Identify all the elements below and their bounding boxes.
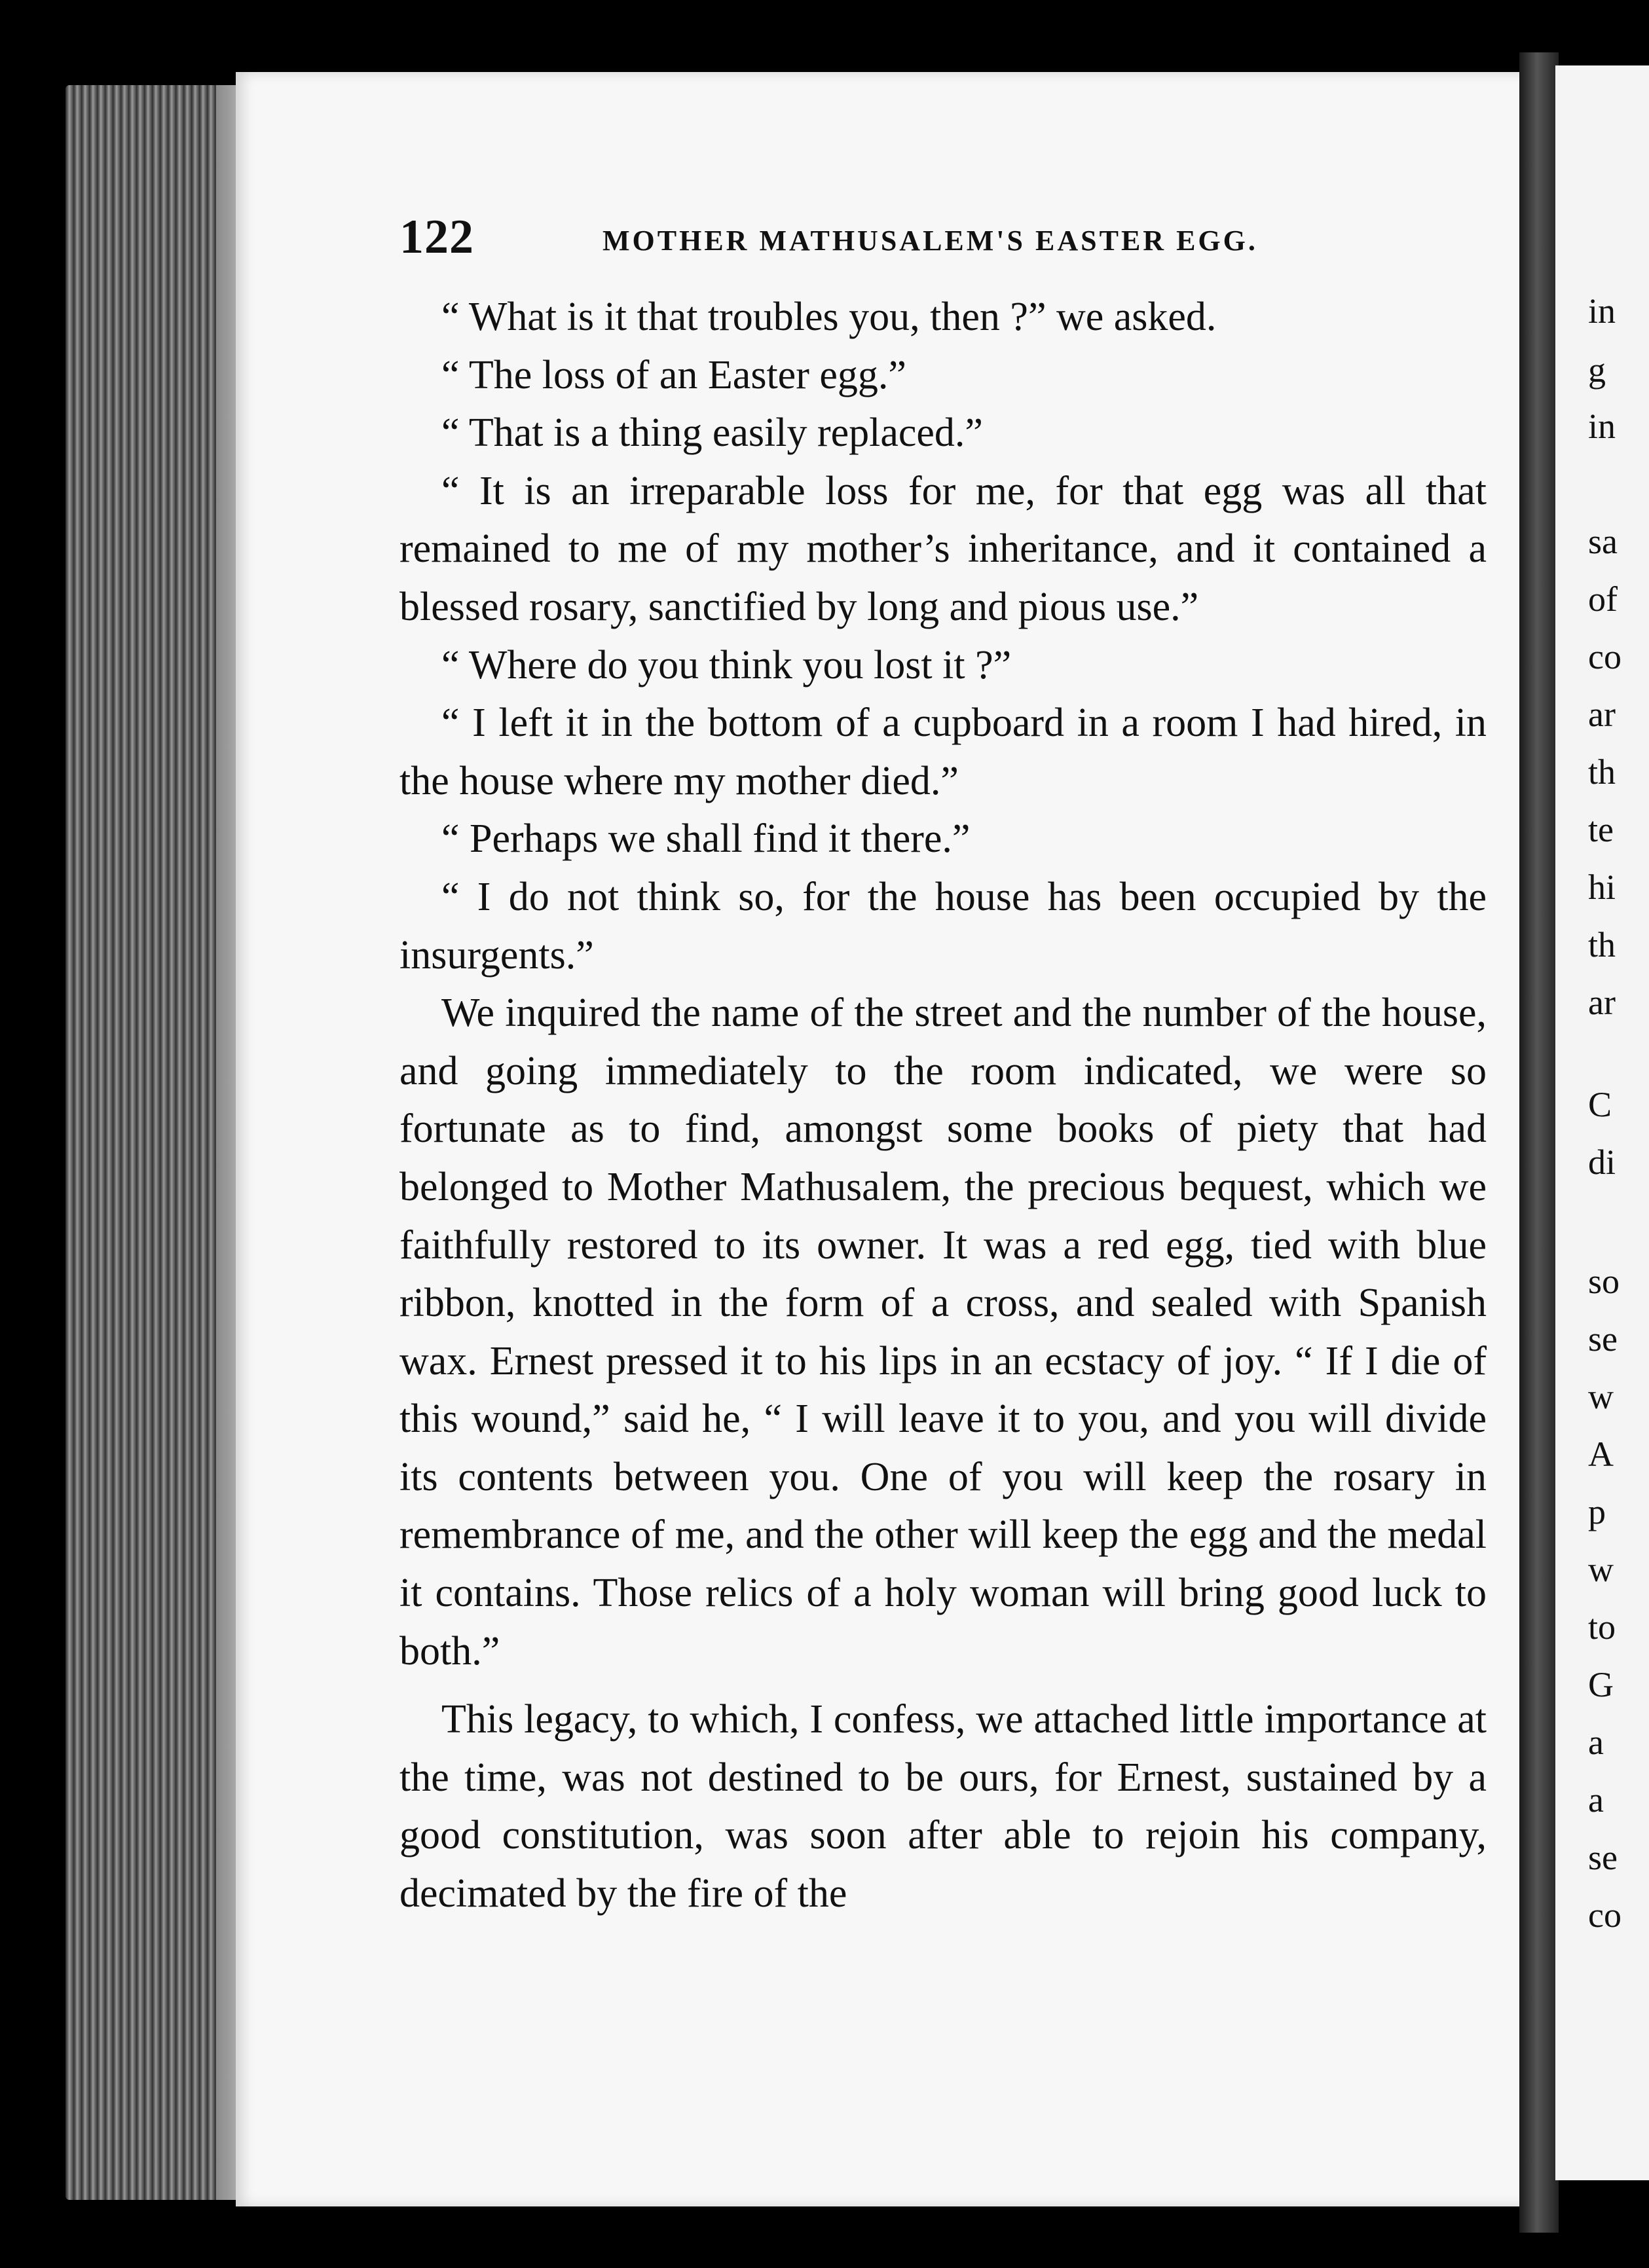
paragraph: “ It is an irreparable loss for me, for that egg was all that remained to me of my mother’s inheritance, and it contained a blessed rosary, sanctified by long and pious use.”: [399, 468, 1487, 629]
facing-page-fragment: ar: [1588, 983, 1616, 1022]
running-title: MOTHER MATHUSALEM'S EASTER EGG.: [602, 225, 1258, 257]
facing-page-fragment: of: [1588, 579, 1618, 619]
paragraph: This legacy, to which, I confess, we attached little importance at the time, was not destined to be ours, for Ernest, sustained by a good constitution, was soon after able to rejoin his company, decimated by the fire of the: [399, 1697, 1487, 1916]
facing-page-fragment: A: [1588, 1435, 1614, 1474]
facing-page-fragment: C: [1588, 1085, 1612, 1124]
facing-page-fragment: th: [1588, 925, 1616, 964]
facing-page-fragment: w: [1588, 1377, 1614, 1416]
facing-page-edge: [1555, 65, 1649, 2180]
facing-page-fragment: w: [1588, 1550, 1614, 1589]
facing-page-fragment: co: [1588, 637, 1621, 676]
facing-page-fragment: to: [1588, 1607, 1616, 1647]
facing-page-fragment: se: [1588, 1319, 1618, 1359]
paragraph: “ I do not think so, for the house has been occupied by the insurgents.”: [399, 874, 1487, 978]
paragraph: We inquired the name of the street and the number of the house, and going immediately to the room indicated, we were so fortunate as to find, amongst some books of piety that had belonged to Mother Mathusalem, the precious bequest, which we faithfully restored to its owner. It was a red egg, tied with blue ribbon, knotted in the form of a cross, and sealed with Spanish wax. Ernest pressed it to his lips in an ecstacy of joy. “ If I die of this wound,” said he, “ I will leave it to you, and you will divide its contents between you. One of you will keep the rosary in remembrance of me, and the other will keep the egg and the medal it contains. Those relics of a holy woman will bring good luck to both.”: [399, 991, 1487, 1674]
facing-page-fragment: co: [1588, 1895, 1621, 1935]
facing-page-fragment: hi: [1588, 868, 1616, 907]
facing-page-fragment: di: [1588, 1143, 1616, 1182]
book-page: [236, 72, 1539, 2206]
paragraph: “ I left it in the bottom of a cupboard in a room I had hired, in the house where my mother died.”: [399, 701, 1487, 803]
facing-page-fragment: so: [1588, 1262, 1620, 1301]
paragraph: “ What is it that troubles you, then ?” we asked.: [441, 295, 1217, 339]
facing-page-fragment: in: [1588, 407, 1616, 446]
facing-page-fragment: sa: [1588, 522, 1618, 561]
page-number: 122: [399, 210, 474, 264]
paragraph: “ That is a thing easily replaced.”: [441, 411, 983, 456]
page-edges: [65, 85, 262, 2200]
facing-page-fragment: in: [1588, 291, 1616, 331]
facing-page-fragment: a: [1588, 1780, 1604, 1820]
facing-page-fragment: se: [1588, 1838, 1618, 1877]
facing-page-fragment: te: [1588, 810, 1614, 849]
facing-page-fragment: g: [1588, 350, 1606, 390]
body-text: [399, 288, 1487, 1923]
facing-page-fragment: p: [1588, 1492, 1606, 1531]
facing-page-fragment: G: [1588, 1665, 1614, 1704]
paragraph: “ Where do you think you lost it ?”: [441, 642, 1012, 687]
facing-page-fragment: th: [1588, 752, 1616, 792]
facing-page-fragment: ar: [1588, 695, 1616, 734]
paragraph: “ Perhaps we shall find it there.”: [441, 816, 971, 862]
book-gutter: [1519, 52, 1559, 2233]
paragraph: “ The loss of an Easter egg.”: [441, 352, 906, 397]
facing-page-fragment: a: [1588, 1723, 1604, 1762]
